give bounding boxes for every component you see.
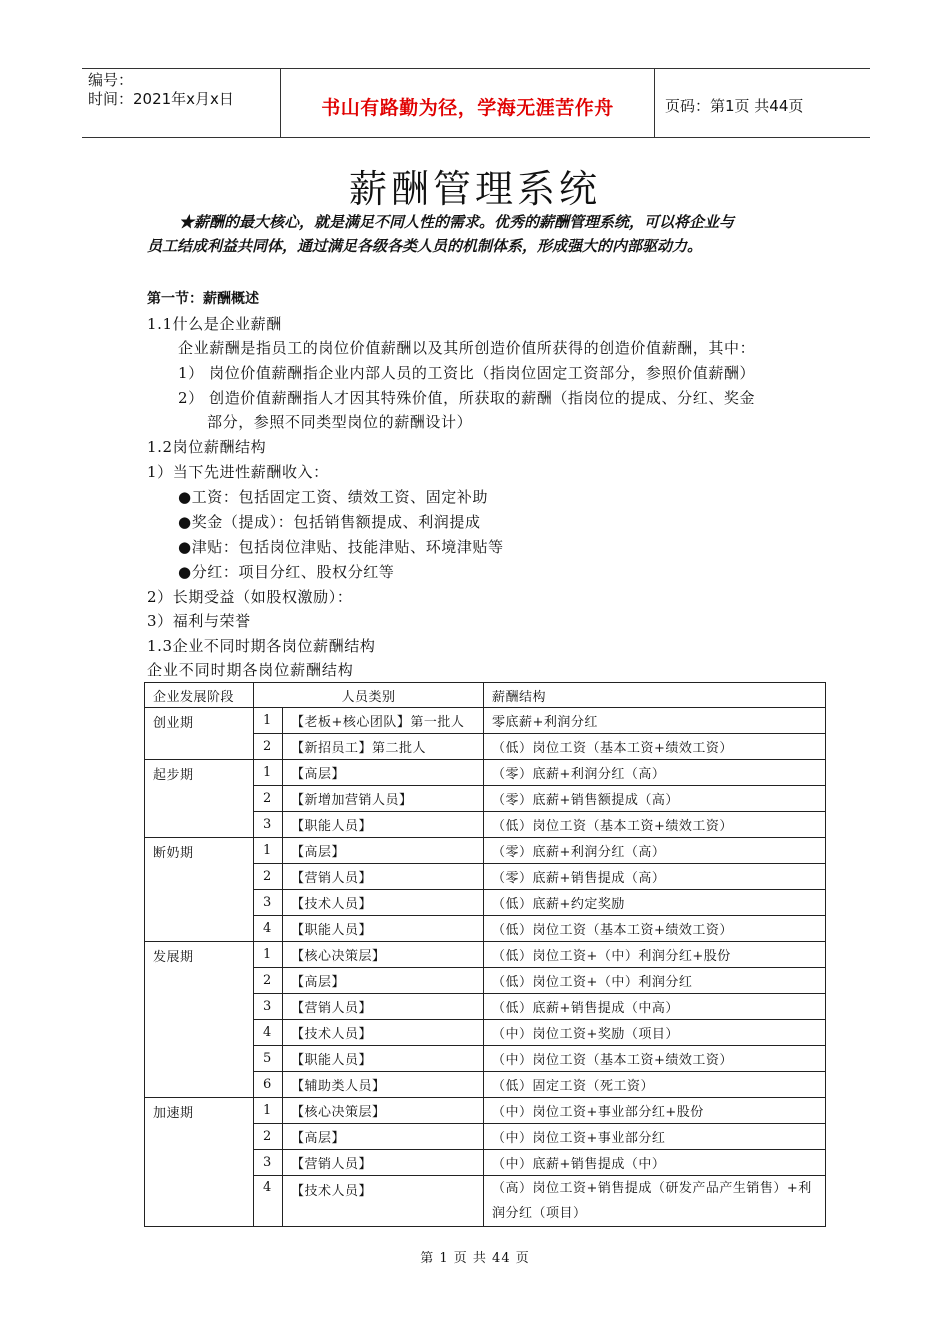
header-role: 人员类别	[254, 683, 484, 708]
structure-item-1: 1）当下先进性薪酬收入：	[147, 463, 329, 481]
header-pay: 薪酬结构	[484, 683, 826, 708]
role-cell: 【高层】	[283, 968, 484, 994]
time-label: 时间：2021年x月x日	[88, 90, 234, 108]
row-number: 2	[254, 1124, 283, 1150]
row-number: 1	[254, 838, 283, 864]
stage-cell: 断奶期	[145, 838, 254, 942]
number-label: 编号：	[88, 71, 134, 89]
page-title: 薪酬管理系统	[348, 167, 601, 211]
pay-structure-cell: （零）底薪+销售提成（高）	[484, 864, 826, 890]
pay-structure-cell: （低）岗位工资+（中）利润分红	[484, 968, 826, 994]
definition-item-2: 2） 创造价值薪酬指人才因其特殊价值，所获取的薪酬（指岗位的提成、分红、奖金	[178, 389, 756, 407]
row-number: 3	[254, 890, 283, 916]
definition-text: 企业薪酬是指员工的岗位价值薪酬以及其所创造价值所获得的创造价值薪酬，其中：	[178, 339, 756, 357]
intro-line-1: ★薪酬的最大核心，就是满足不同人性的需求。优秀的薪酬管理系统，可以将企业与	[179, 213, 735, 231]
pay-structure-cell: （低）底薪+约定奖励	[484, 890, 826, 916]
pay-structure-cell: （低）固定工资（死工资）	[484, 1072, 826, 1098]
row-number: 4	[254, 1176, 283, 1227]
role-cell: 【核心决策层】	[283, 942, 484, 968]
stage-cell: 起步期	[145, 760, 254, 838]
role-cell: 【新招员工】第二批人	[283, 734, 484, 760]
subsection-1-2-title: 1.2岗位薪酬结构	[147, 438, 267, 456]
definition-item-2-cont: 部分，参照不同类型岗位的薪酬设计）	[207, 413, 473, 431]
table-row	[145, 942, 826, 968]
row-number: 5	[254, 1046, 283, 1072]
pay-structure-cell: （中）底薪+销售提成（中）	[484, 1150, 826, 1176]
pay-structure-cell: （中）岗位工资（基本工资+绩效工资）	[484, 1046, 826, 1072]
subsection-1-1-title: 1.1什么是企业薪酬	[147, 315, 282, 333]
pay-structure-cell: （高）岗位工资+销售提成（研发产品产生销售）+利润分红（项目）	[484, 1176, 826, 1227]
row-number: 3	[254, 1150, 283, 1176]
header-motto-cell	[280, 69, 655, 137]
page-info: 页码：第1页 共44页	[665, 97, 804, 115]
bullet-dividend: ●分红：项目分红、股权分红等	[178, 563, 395, 581]
row-number: 2	[254, 968, 283, 994]
role-cell: 【技术人员】	[283, 890, 484, 916]
role-cell: 【老板+核心团队】第一批人	[283, 708, 484, 734]
role-cell: 【核心决策层】	[283, 1098, 484, 1124]
pay-structure-cell: （零）底薪+利润分红（高）	[484, 760, 826, 786]
row-number: 3	[254, 994, 283, 1020]
role-cell: 【职能人员】	[283, 916, 484, 942]
bullet-allowance: ●津贴：包括岗位津贴、技能津贴、环境津贴等	[178, 538, 504, 556]
row-number: 3	[254, 812, 283, 838]
section-heading: 第一节：薪酬概述	[147, 291, 259, 307]
pay-structure-cell: （低）岗位工资（基本工资+绩效工资）	[484, 734, 826, 760]
intro-paragraph	[147, 210, 817, 258]
row-number: 4	[254, 916, 283, 942]
pay-structure-cell: 零底薪+利润分红	[484, 708, 826, 734]
role-cell: 【技术人员】	[283, 1020, 484, 1046]
table-row	[145, 1098, 826, 1124]
row-number: 6	[254, 1072, 283, 1098]
subsection-1-3-title: 1.3企业不同时期各岗位薪酬结构	[147, 637, 376, 655]
pay-structure-cell: （中）岗位工资+事业部分红	[484, 1124, 826, 1150]
table-caption: 企业不同时期各岗位薪酬结构	[147, 661, 354, 679]
table-row	[145, 838, 826, 864]
intro-line-2: 员工结成利益共同体，通过满足各级各类人员的机制体系，形成强大的内部驱动力。	[147, 237, 703, 255]
stage-cell: 发展期	[145, 942, 254, 1098]
structure-item-3: 3）福利与荣誉	[147, 612, 251, 630]
pay-structure-cell: （低）岗位工资（基本工资+绩效工资）	[484, 812, 826, 838]
structure-item-2: 2）长期受益（如股权激励）：	[147, 588, 353, 606]
role-cell: 【职能人员】	[283, 812, 484, 838]
role-cell: 【营销人员】	[283, 1150, 484, 1176]
table-header-row	[145, 683, 826, 708]
row-number: 2	[254, 864, 283, 890]
role-cell: 【新增加营销人员】	[283, 786, 484, 812]
pay-structure-cell: （零）底薪+利润分红（高）	[484, 838, 826, 864]
pay-structure-cell: （低）岗位工资（基本工资+绩效工资）	[484, 916, 826, 942]
role-cell: 【辅助类人员】	[283, 1072, 484, 1098]
definition-item-1: 1） 岗位价值薪酬指企业内部人员的工资比（指岗位固定工资部分，参照价值薪酬）	[178, 364, 756, 382]
motto: 书山有路勤为径，学海无涯苦作舟	[321, 97, 614, 119]
role-cell: 【营销人员】	[283, 994, 484, 1020]
row-number: 4	[254, 1020, 283, 1046]
row-number: 1	[254, 1098, 283, 1124]
table-row	[145, 760, 826, 786]
row-number: 2	[254, 734, 283, 760]
row-number: 1	[254, 760, 283, 786]
role-cell: 【技术人员】	[283, 1176, 484, 1227]
salary-structure-table	[144, 682, 826, 1227]
stage-cell: 创业期	[145, 708, 254, 760]
pay-structure-cell: （中）岗位工资+奖励（项目）	[484, 1020, 826, 1046]
bullet-salary: ●工资：包括固定工资、绩效工资、固定补助	[178, 488, 489, 506]
table-row	[145, 708, 826, 734]
role-cell: 【高层】	[283, 838, 484, 864]
row-number: 1	[254, 942, 283, 968]
role-cell: 【职能人员】	[283, 1046, 484, 1072]
pay-structure-cell: （低）岗位工资+（中）利润分红+股份	[484, 942, 826, 968]
role-cell: 【营销人员】	[283, 864, 484, 890]
header-meta	[82, 69, 280, 137]
role-cell: 【高层】	[283, 1124, 484, 1150]
row-number: 1	[254, 708, 283, 734]
document-header	[82, 68, 870, 138]
page-footer: 第 1 页 共 44 页	[420, 1251, 530, 1266]
stage-cell: 加速期	[145, 1098, 254, 1227]
role-cell: 【高层】	[283, 760, 484, 786]
row-number: 2	[254, 786, 283, 812]
pay-structure-cell: （中）岗位工资+事业部分红+股份	[484, 1098, 826, 1124]
pay-structure-cell: （低）底薪+销售提成（中高）	[484, 994, 826, 1020]
bullet-bonus: ●奖金（提成）：包括销售额提成、利润提成	[178, 513, 481, 531]
header-stage: 企业发展阶段	[145, 683, 254, 708]
pay-structure-cell: （零）底薪+销售额提成（高）	[484, 786, 826, 812]
